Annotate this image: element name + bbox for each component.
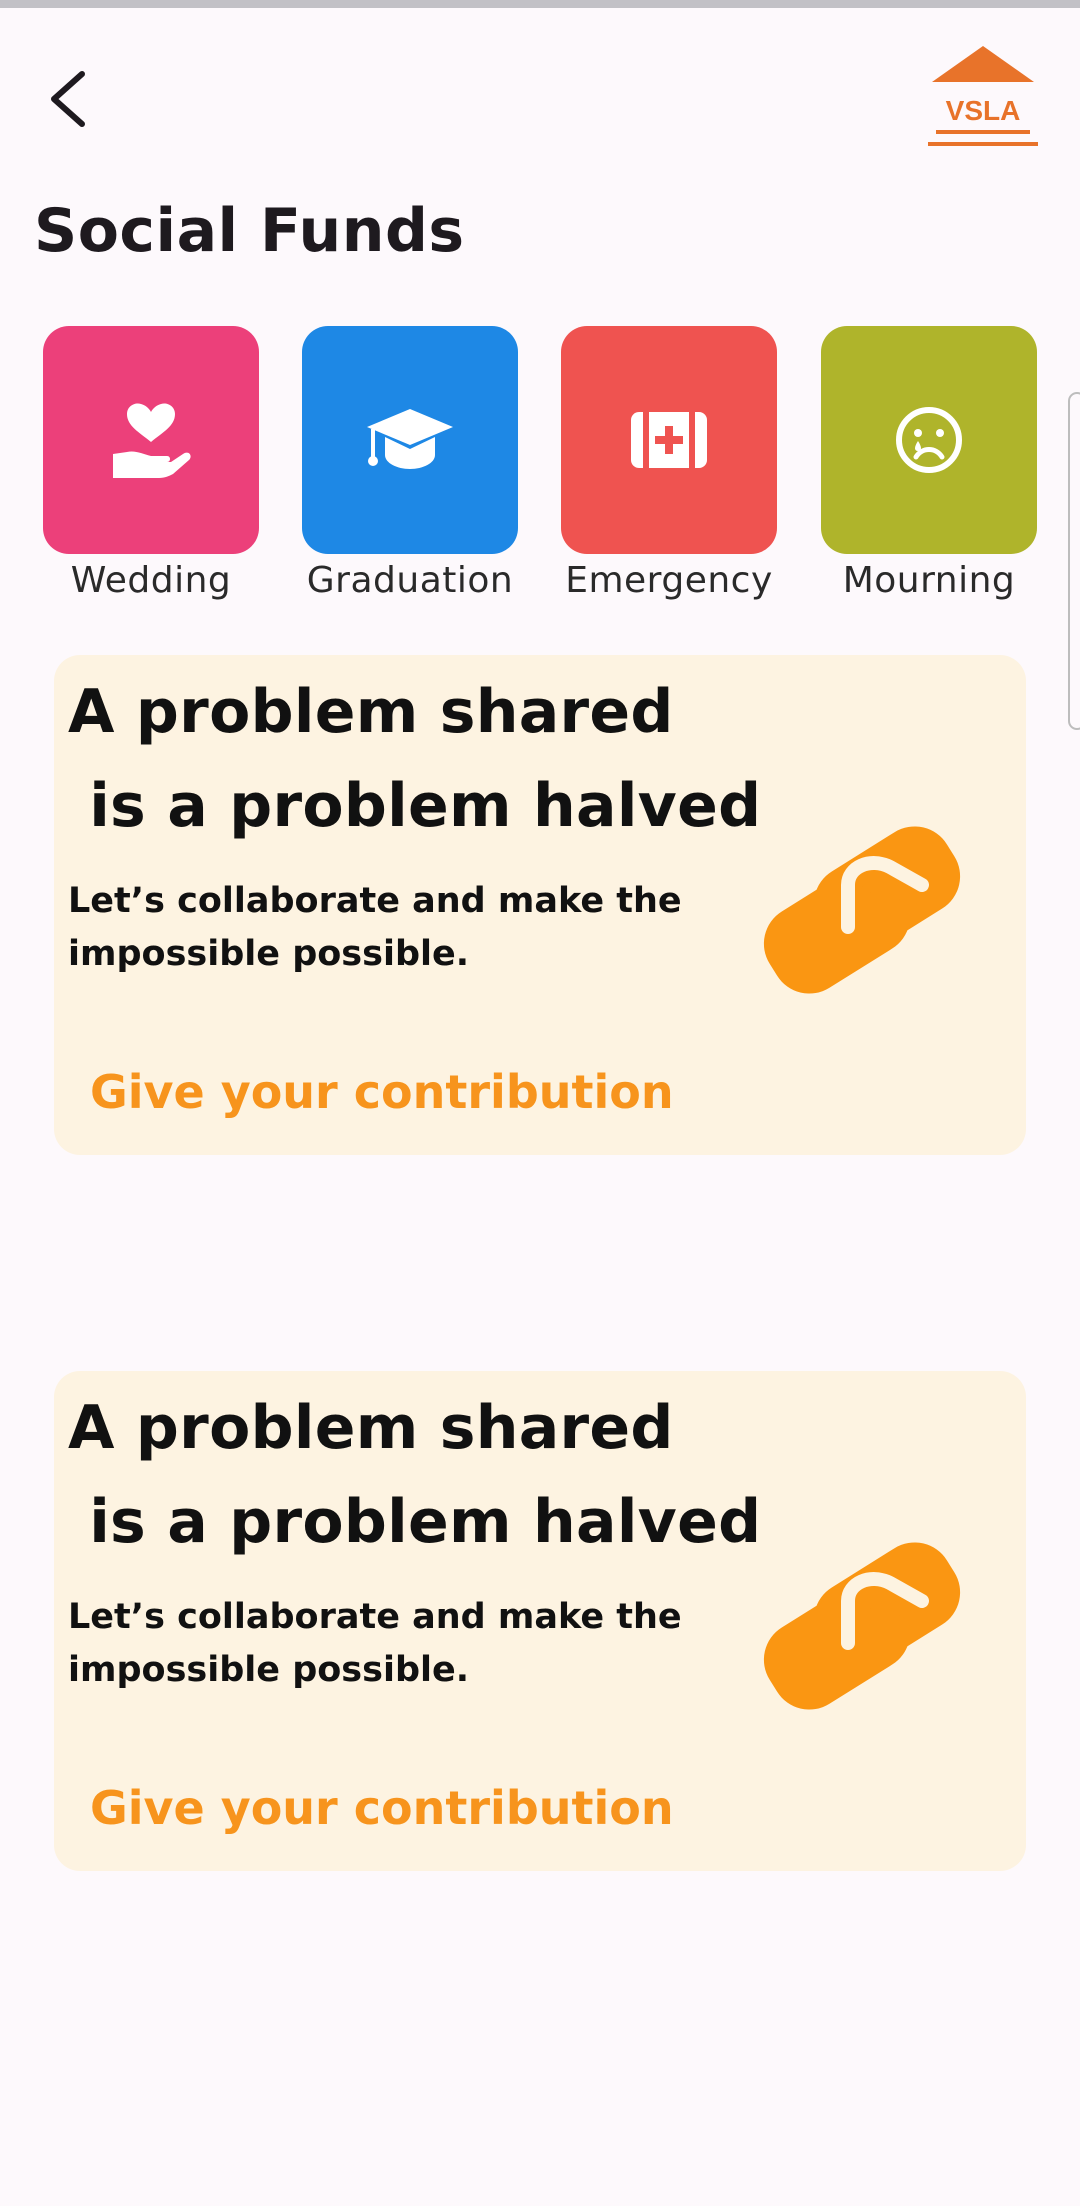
heart-hand-icon [109, 398, 193, 482]
chevron-left-icon [44, 66, 96, 132]
first-aid-kit-icon [629, 408, 709, 472]
contribution-card [54, 655, 1026, 1155]
category-tile [561, 326, 777, 554]
graduation-cap-icon [365, 405, 455, 475]
category-label: Mourning [842, 560, 1016, 601]
card-subtext: Let’s collaborate and make the impossible possible. [68, 1597, 682, 1690]
category-emergency[interactable] [561, 326, 777, 601]
card-heading: A problem shared is a problem halved [68, 677, 762, 841]
contribution-card [54, 1371, 1026, 1871]
category-label: Emergency [565, 560, 773, 601]
card-heading: A problem shared is a problem halved [68, 1393, 762, 1557]
category-tile [821, 326, 1037, 554]
sad-face-icon [894, 405, 964, 475]
category-label: Graduation [306, 560, 514, 601]
category-tile [302, 326, 518, 554]
status-bar-line [0, 0, 1080, 8]
category-mourning[interactable] [821, 326, 1037, 601]
page-title: Social Funds [34, 196, 465, 266]
vsla-logo [924, 44, 1042, 156]
category-wedding[interactable] [43, 326, 259, 601]
horizontal-scroll-indicator [1068, 392, 1080, 730]
back-button[interactable] [44, 66, 96, 132]
logo-text: VSLA [945, 95, 1021, 126]
handshake-icon [752, 805, 1002, 1005]
category-label: Wedding [70, 560, 232, 601]
give-contribution-link[interactable]: Give your contribution [90, 1781, 674, 1835]
card-subtext: Let’s collaborate and make the impossible possible. [68, 881, 682, 974]
give-contribution-link[interactable]: Give your contribution [90, 1065, 674, 1119]
category-tile [43, 326, 259, 554]
category-graduation[interactable] [302, 326, 518, 601]
handshake-icon [752, 1521, 1002, 1721]
